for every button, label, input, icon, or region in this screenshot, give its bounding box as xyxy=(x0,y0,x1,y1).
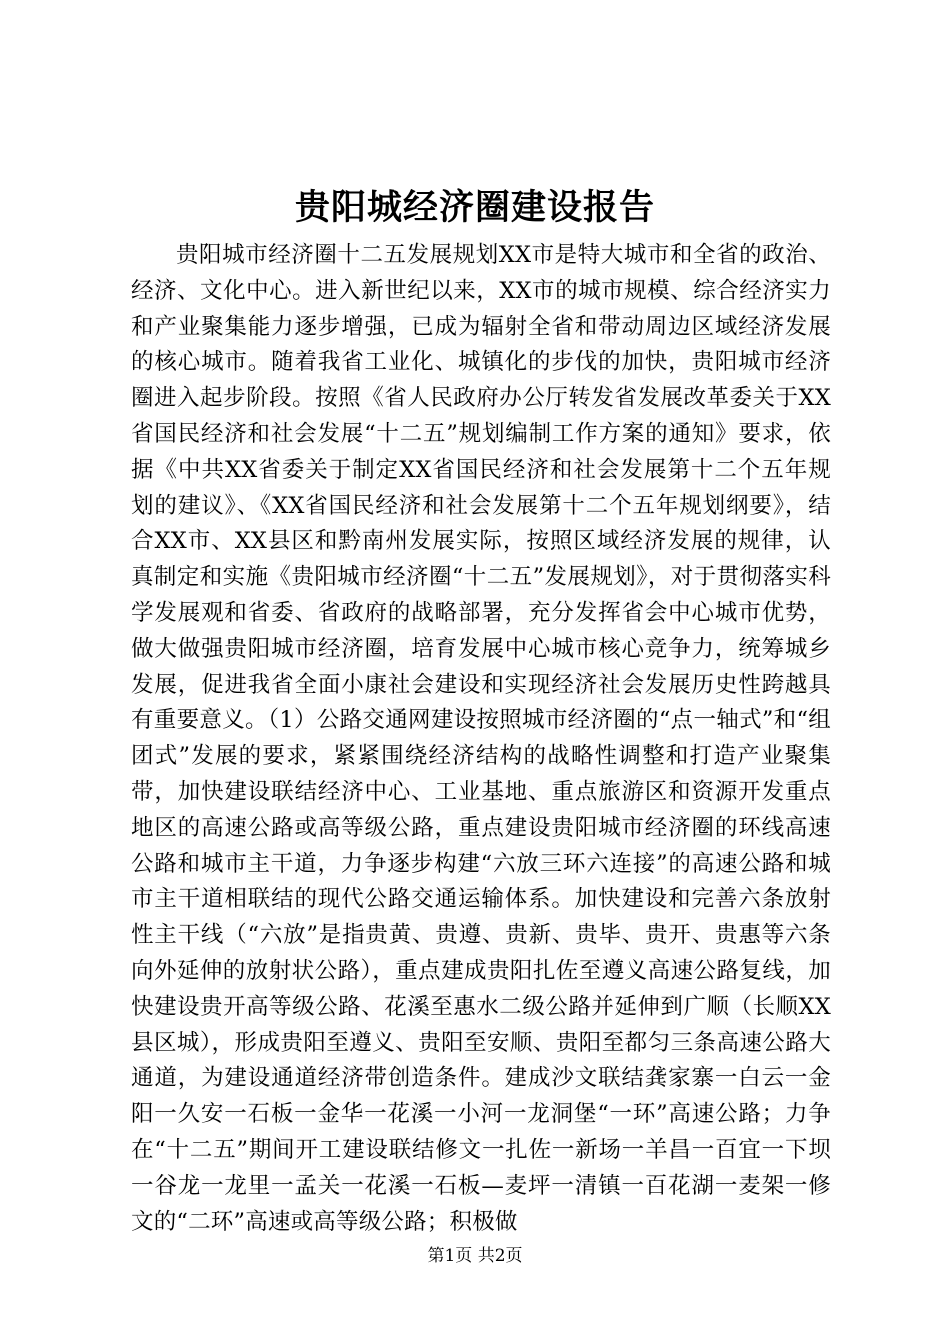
document-body: 贵阳城市经济圈十二五发展规划XX市是特大城市和全省的政治、经济、文化中心。进入新世纪以来，XX市的城市规模、综合经济实力和产业聚集能力逐步增强，已成为辐射全省和带动周边区域经济发展的核心城市。随着我省工业化、城镇化的步伐的加快，贵阳城市经济圈进入起步阶段。按照《省人民政府办公厅转发省发展改革委关于XX省国民经济和社会发展“十二五”规划编制工作方案的通知》要求，依据《中共XX省委关于制定XX省国民经济和社会发展第十二个五年规划的建议》、《XX省国民经济和社会发展第十二个五年规划纲要》，结合XX市、XX县区和黔南州发展实际，按照区域经济发展的规律，认真制定和实施《贵阳城市经济圈“十二五”发展规划》，对于贯彻落实科学发展观和省委、省政府的战略部署，充分发挥省会中心城市优势，做大做强贵阳城市经济圈，培育发展中心城市核心竞争力，统筹城乡发展，促进我省全面小康社会建设和实现经济社会发展历史性跨越具有重要意义。（1）公路交通网建设按照城市经济圈的“点一轴式”和“组团式”发展的要求，紧紧围绕经济结构的战略性调整和打造产业聚集带，加快建设联结经济中心、工业基地、重点旅游区和资源开发重点地区的高速公路或高等级公路，重点建设贵阳城市经济圈的环线高速公路和城市主干道，力争逐步构建“六放三环六连接”的高速公路和城市主干道相联结的现代公路交通运输体系。加快建设和完善六条放射性主干线（“六放”是指贵黄、贵遵、贵新、贵毕、贵开、贵惠等六条向外延伸的放射状公路），重点建成贵阳扎佐至遵义高速公路复线，加快建设贵开高等级公路、花溪至惠水二级公路并延伸到广顺（长顺XX县区城），形成贵阳至遵义、贵阳至安顺、贵阳至都匀三条高速公路大通道，为建设通道经济带创造条件。建成沙文联结龚家寨一白云一金阳一久安一石板一金华一花溪一小河一龙洞堡“一环”高速公路；力争在“十二五”期间开工建设联结修文一扎佐一新场一羊昌一百宜一下坝一谷龙一龙里一孟关一花溪一石板—麦坪一清镇一百花湖一麦架一修文的“二环”高速或高等级公路；积极做 xyxy=(131,242,831,1235)
page-footer: 第1页 共2页 xyxy=(427,1246,523,1266)
document-title: 贵阳城经济圈建设报告 xyxy=(294,187,655,228)
